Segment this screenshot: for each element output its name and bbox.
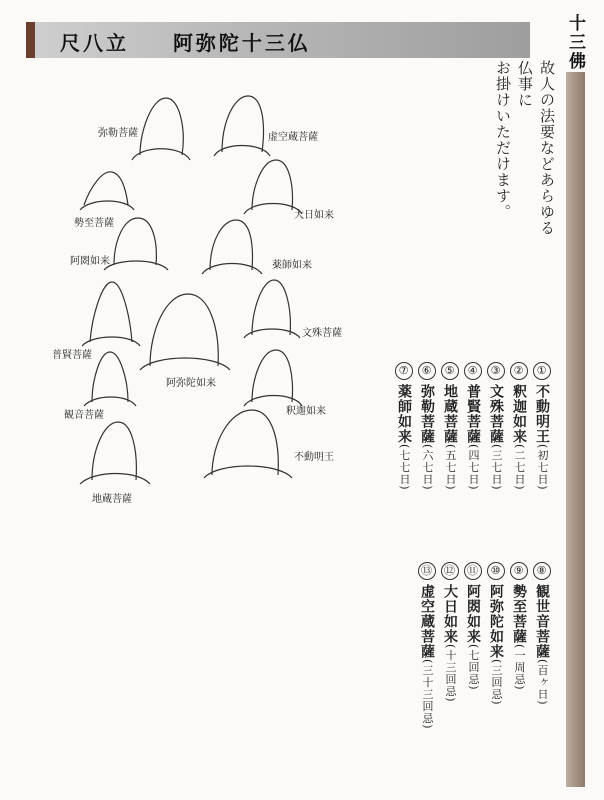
label-shaka: 釈迦如来: [286, 406, 326, 417]
figure-yakushi: [202, 220, 262, 274]
figure-fugen: [82, 282, 140, 346]
label-kannon: 観音菩薩: [64, 410, 104, 421]
intro-line-2: お掛けいただけます。: [494, 60, 512, 220]
list-item: ⑫大日如来(十三回忌): [442, 564, 458, 703]
label-monju: 文殊菩薩: [302, 328, 342, 339]
list-item: ⑤地蔵菩薩(五七日): [442, 364, 458, 491]
title-right: 阿弥陀十三仏: [172, 31, 311, 55]
figure-fudo: [204, 410, 292, 478]
page-title: [60, 27, 311, 56]
header-bar: [26, 22, 530, 58]
list-item: ⑬虚空蔵菩薩(三十三回忌): [419, 564, 435, 730]
buddha-list-first: [393, 362, 554, 491]
figure-seishi: [80, 172, 134, 210]
sidebar-title: 十三佛: [565, 14, 585, 71]
figure-kokuzo: [214, 96, 270, 156]
figure-amida: [140, 294, 230, 370]
list-item: ⑪阿閦如来(七回忌): [465, 564, 481, 691]
label-kokuzo: 虚空蔵菩薩: [268, 132, 318, 143]
title-left: 尺八立: [60, 31, 129, 55]
label-fudo: 不動明王: [294, 452, 334, 463]
figure-monju: [244, 280, 300, 338]
figure-jizo: [80, 422, 150, 484]
header-accent: [26, 22, 35, 58]
label-amida: 阿弥陀如来: [166, 378, 216, 389]
label-miroku: 弥勒菩薩: [98, 128, 138, 139]
list-item: ⑥弥勒菩薩(六七日): [419, 364, 435, 491]
buddha-diagram: [40, 80, 370, 520]
figure-shaka: [244, 350, 302, 406]
list-item: ④普賢菩薩(四七日): [465, 364, 481, 491]
label-yakushi: 薬師如来: [272, 260, 312, 271]
list-item: ②釈迦如来(二七日): [511, 364, 527, 491]
list-item: ①不動明王(初七日): [534, 364, 550, 491]
list-item: ⑩阿弥陀如来(三回忌): [488, 564, 504, 706]
label-ashuku: 阿閦如来: [70, 256, 110, 267]
buddha-list-second: [416, 562, 554, 730]
intro-line-1: 故人の法要などあらゆる仏事に: [516, 60, 556, 236]
label-dainichi: 大日如来: [294, 210, 334, 221]
list-item: ⑦薬師如来(七七日): [396, 364, 412, 491]
list-item: ③文殊菩薩(三七日): [488, 364, 504, 491]
list-item: ⑨勢至菩薩(一周忌): [511, 564, 527, 691]
list-item: ⑧観世音菩薩(百ヶ日): [534, 564, 550, 706]
label-fugen: 普賢菩薩: [52, 350, 92, 361]
figure-miroku: [132, 98, 190, 160]
sidebar-band: [566, 72, 585, 787]
intro-text: [492, 60, 558, 250]
label-seishi: 勢至菩薩: [74, 218, 114, 229]
label-jizo: 地蔵菩薩: [92, 494, 132, 505]
